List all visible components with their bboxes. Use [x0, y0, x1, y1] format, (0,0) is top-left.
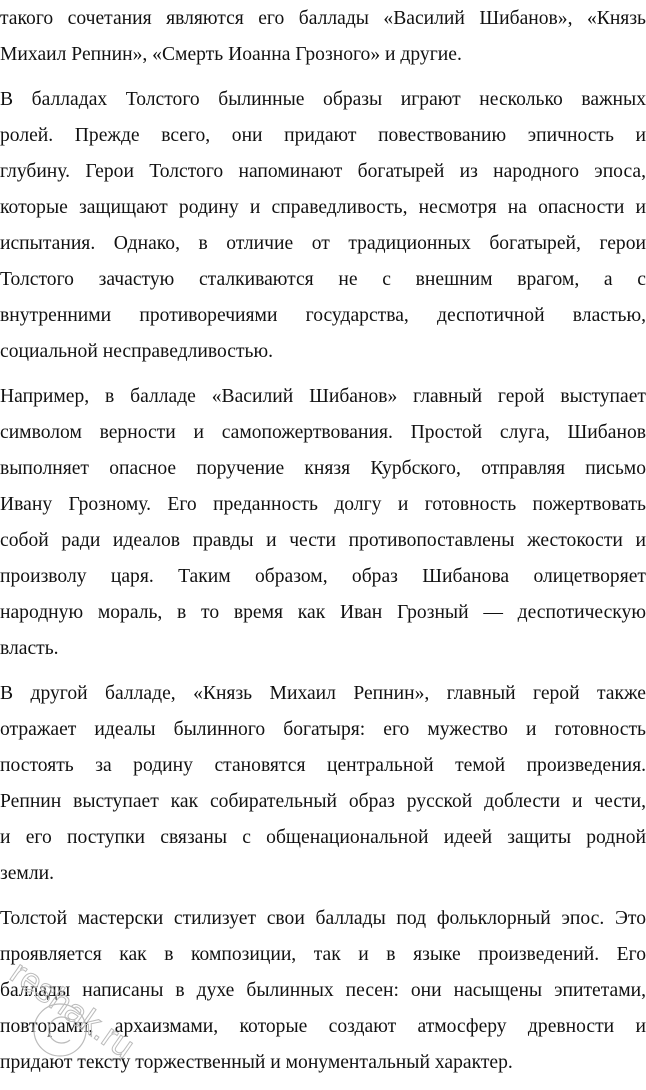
text-line: отражает идеалы былинного богатыря: его мужество и готовность	[0, 719, 646, 740]
paragraph	[0, 379, 646, 667]
text-line: Ивану Грозному. Его преданность долгу и готовность пожертвовать	[0, 494, 646, 515]
text-line: Толстого зачастую сталкиваются не с внешним врагом, а с	[0, 269, 646, 290]
text-line: народную мораль, в то время как Иван Грозный — деспотическую	[0, 602, 646, 623]
paragraph	[0, 901, 646, 1081]
text-line: которые защищают родину и справедливость, несмотря на опасности и	[0, 197, 646, 218]
document-body	[0, 1, 646, 1090]
paragraph	[0, 1, 646, 73]
text-line: произволу царя. Таким образом, образ Шибанова олицетворяет	[0, 566, 646, 587]
text-line: глубину. Герои Толстого напоминают богатырей из народного эпоса,	[0, 161, 646, 182]
text-line: социальной несправедливостью.	[0, 341, 274, 362]
text-line: внутренними противоречиями государства, деспотичной властью,	[0, 305, 646, 326]
text-line: выполняет опасное поручение князя Курбского, отправляя письмо	[0, 458, 646, 479]
text-line: Толстой мастерски стилизует свои баллады под фольклорный эпос. Это	[0, 908, 646, 929]
text-line: Михаил Репнин», «Смерть Иоанна Грозного» и другие.	[0, 44, 462, 65]
text-line: Например, в балладе «Василий Шибанов» главный герой выступает	[0, 386, 646, 407]
text-line: такого сочетания являются его баллады «Василий Шибанов», «Князь	[0, 8, 646, 29]
text-line: и его поступки связаны с общенациональной идеей защиты родной	[0, 827, 646, 848]
paragraph	[0, 82, 646, 370]
text-line: повторами, архаизмами, которые создают атмосферу древности и	[0, 1016, 646, 1037]
text-line: проявляется как в композиции, так и в языке произведений. Его	[0, 944, 646, 965]
watermark-text: reshak.ru	[3, 953, 142, 1066]
text-line: придают тексту торжественный и монументальный характер.	[0, 1052, 513, 1073]
text-line: собой ради идеалов правды и чести противопоставлены жестокости и	[0, 530, 646, 551]
text-line: ролей. Прежде всего, они придают повествованию эпичность и	[0, 125, 646, 146]
paragraph	[0, 676, 646, 892]
text-line: постоять за родину становятся центральной темой произведения.	[0, 755, 646, 776]
text-line: В балладах Толстого былинные образы играют несколько важных	[0, 89, 646, 110]
text-line: земли.	[0, 863, 54, 884]
text-line: испытания. Однако, в отличие от традиционных богатырей, герои	[0, 233, 646, 254]
text-line: власть.	[0, 638, 59, 659]
text-line: баллады написаны в духе былинных песен: они насыщены эпитетами,	[0, 980, 646, 1001]
text-line: символом верности и самопожертвования. Простой слуга, Шибанов	[0, 422, 646, 443]
text-line: Репнин выступает как собирательный образ русской доблести и чести,	[0, 791, 646, 812]
text-line: В другой балладе, «Князь Михаил Репнин», главный герой также	[0, 683, 646, 704]
